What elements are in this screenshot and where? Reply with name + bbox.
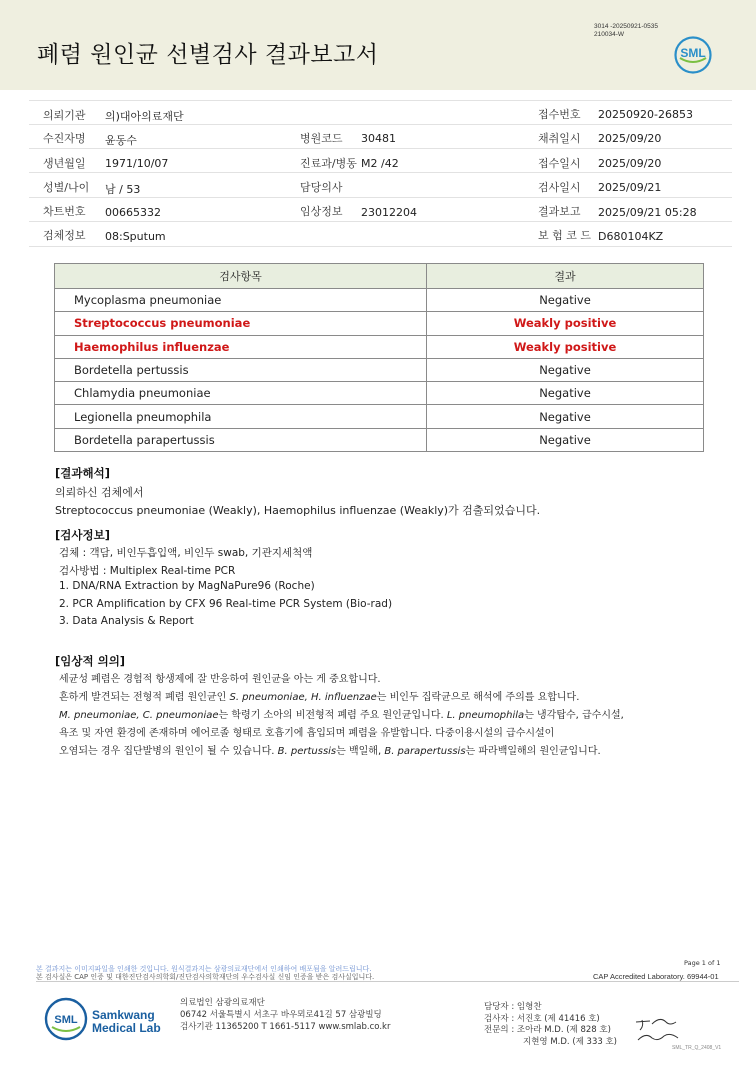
label-patient-name: 수진자명 — [43, 132, 86, 145]
svg-text:SML: SML — [54, 1014, 78, 1026]
table-row — [55, 289, 704, 312]
value-specimen: 08:Sputum — [105, 230, 166, 243]
value-sex-age: 남 / 53 — [105, 183, 141, 196]
interpretation-line1: 의뢰하신 검체에서 — [55, 486, 144, 499]
form-code: SML_TR_Q_2408_V1 — [672, 1045, 722, 1051]
label-report-date: 결과보고 — [538, 205, 581, 218]
sml-footer-logo-icon — [44, 997, 88, 1041]
label-insurance-code: 보 험 코 드 — [538, 229, 591, 242]
brand-name — [92, 1009, 161, 1035]
clinical-line2 — [59, 688, 579, 703]
test-result: Negative — [427, 289, 704, 312]
value-hospital-code: 30481 — [361, 132, 396, 145]
label-clinical-info: 임상정보 — [300, 205, 343, 218]
clinical-title: [임상적 의의] — [55, 654, 126, 668]
label-receipt-date: 접수일시 — [538, 157, 581, 170]
staff-signatures — [484, 1002, 617, 1048]
test-result: Negative — [427, 358, 704, 381]
clinical-line4: 욕조 및 자연 환경에 존재하며 에어로졸 형태로 호흡기에 흡입되며 폐렴을 유발합니다. 다중이용시설의 급수시설이 — [59, 728, 555, 739]
clinical-line2-species: S. pneumoniae, H. influenzae — [229, 692, 377, 703]
address-line2: 06742 서울특별시 서초구 바우뫼로41길 57 삼광빌딩 — [180, 1010, 382, 1020]
staff-line3: 전문의 : 조아라 M.D. (제 828 호) — [484, 1025, 611, 1035]
test-name: Bordetella parapertussis — [55, 428, 427, 451]
test-result: Negative — [427, 405, 704, 428]
test-name: Streptococcus pneumoniae — [55, 312, 427, 335]
label-birthdate: 생년월일 — [43, 157, 86, 170]
test-result: Negative — [427, 382, 704, 405]
test-info-line: 검사방법 : Multiplex Real-time PCR — [59, 565, 236, 577]
clinical-line5-species2: B. parapertussis — [384, 746, 466, 757]
staff-line2: 검사자 : 서진호 (제 41416 호) — [484, 1013, 600, 1024]
clinical-line3-text-b: 는 냉각탑수, 급수시설, — [524, 710, 624, 721]
signature-icon — [632, 1012, 682, 1046]
value-patient-name: 윤동수 — [105, 134, 137, 147]
clinical-line3-species2: L. pneumophila — [446, 710, 525, 721]
test-name: Mycoplasma pneumoniae — [55, 289, 427, 312]
test-name: Legionella pneumophila — [55, 405, 427, 428]
clinical-line3-text-a: 는 학령기 소아의 비전형적 폐렴 주요 원인균입니다. — [218, 710, 447, 721]
clinical-line5-text-a: 오염되는 경우 집단발병의 원인이 될 수 있습니다. — [59, 746, 278, 757]
footer-note-image: 본 결과지는 이미지파일을 인쇄한 것입니다. 원식결과지는 삼광의료재단에서 인쇄하여 배포됨을 알려드립니다. — [36, 965, 372, 973]
clinical-line3-species1: M. pneumoniae, C. pneumoniae — [59, 710, 219, 721]
interpretation-line2: Streptococcus pneumoniae (Weakly), Haemophilus influenzae (Weakly)가 검출되었습니다. — [55, 504, 541, 517]
test-result: Weakly positive — [427, 312, 704, 335]
divider — [29, 100, 732, 101]
divider — [29, 197, 732, 198]
table-row — [55, 428, 704, 451]
clinical-line3 — [59, 706, 624, 721]
table-row — [55, 358, 704, 381]
staff-line4: 지현영 M.D. (제 333 호) — [523, 1036, 618, 1047]
test-info-title: [검사정보] — [55, 528, 110, 542]
lab-address — [180, 997, 390, 1033]
label-hospital-code: 병원코드 — [300, 132, 343, 145]
header-result: 결과 — [427, 264, 704, 289]
table-row — [55, 335, 704, 358]
clinical-line2-text-a: 흔하게 발견되는 전형적 폐렴 원인균인 — [59, 692, 230, 703]
clinical-line5-text-c: 는 파라백일해의 원인균입니다. — [465, 746, 601, 757]
value-report-date: 2025/09/21 05:28 — [598, 206, 697, 219]
test-info-line: 1. DNA/RNA Extraction by MagNaPure96 (Roche) — [59, 580, 315, 592]
report-title: 폐렴 원인균 선별검사 결과보고서 — [37, 42, 379, 68]
test-info-line: 2. PCR Amplification by CFX 96 Real-time PCR System (Bio-rad) — [59, 598, 393, 610]
table-row — [55, 382, 704, 405]
label-specimen: 검체정보 — [43, 229, 86, 242]
report-code — [594, 23, 658, 39]
test-result: Negative — [427, 428, 704, 451]
label-collection-date: 채취일시 — [538, 132, 581, 145]
interpretation-title: [결과해석] — [55, 466, 110, 480]
footer-divider — [36, 981, 739, 982]
clinical-line5 — [59, 742, 601, 757]
value-receipt-no: 20250920-26853 — [598, 108, 693, 121]
footer-note-cap: 본 검사실은 CAP 인증 및 대한진단검사의학회/진단검사의학재단의 우수검사실 신임 인증을 받은 검사실입니다. — [36, 973, 375, 981]
table-row — [55, 405, 704, 428]
value-requester: 의)대아의료재단 — [105, 110, 184, 123]
brand-line2: Medical Lab — [92, 1021, 161, 1035]
divider — [29, 124, 732, 125]
label-doctor: 담당의사 — [300, 181, 343, 194]
value-test-date: 2025/09/21 — [598, 181, 662, 194]
sml-logo-text: SML — [680, 46, 706, 60]
divider — [29, 221, 732, 222]
divider — [29, 246, 732, 247]
clinical-line5-text-b: 는 백일해, — [336, 746, 385, 757]
clinical-line5-species1: B. pertussis — [277, 746, 337, 757]
results-table — [54, 263, 704, 452]
test-result: Weakly positive — [427, 335, 704, 358]
page-number: Page 1 of 1 — [684, 959, 721, 967]
address-line1: 의료법인 삼광의료재단 — [180, 998, 265, 1008]
value-receipt-date: 2025/09/20 — [598, 157, 662, 170]
brand-line1: Samkwang — [92, 1008, 155, 1022]
test-name: Bordetella pertussis — [55, 358, 427, 381]
test-name: Chlamydia pneumoniae — [55, 382, 427, 405]
label-chart-no: 차트번호 — [43, 205, 86, 218]
header-test-item: 검사항목 — [55, 264, 427, 289]
test-info-line: 검체 : 객담, 비인두흡입액, 비인두 swab, 기관지세척액 — [59, 547, 313, 559]
label-department: 진료과/병동 — [300, 157, 357, 170]
value-insurance-code: D680104KZ — [598, 230, 664, 243]
cap-accreditation: CAP Accredited Laboratory. 69944-01 — [593, 972, 719, 981]
table-row — [55, 312, 704, 335]
label-sex-age: 성별/나이 — [43, 181, 90, 194]
report-code-line1: 3014 -20250921-0535 — [594, 23, 658, 30]
address-line3: 검사기관 11365200 T 1661-5117 www.smlab.co.kr — [180, 1022, 391, 1032]
value-chart-no: 00665332 — [105, 206, 161, 219]
report-code-line2: 210034-W — [594, 31, 624, 38]
divider — [29, 148, 732, 149]
label-test-date: 검사일시 — [538, 181, 581, 194]
test-info-line: 3. Data Analysis & Report — [59, 615, 194, 627]
label-requester: 의뢰기관 — [43, 109, 86, 122]
value-clinical-info: 23012204 — [361, 206, 417, 219]
divider — [29, 172, 732, 173]
staff-line1: 담당자 : 임형찬 — [484, 1002, 542, 1012]
label-receipt-no: 접수번호 — [538, 108, 581, 121]
clinical-line1: 세균성 폐렴은 경험적 항생제에 잘 반응하여 원인균을 아는 게 중요합니다. — [59, 674, 381, 685]
value-birthdate: 1971/10/07 — [105, 157, 169, 170]
clinical-line2-text-b: 는 비인두 집락균으로 해석에 주의를 요합니다. — [376, 692, 580, 703]
test-name: Haemophilus influenzae — [55, 335, 427, 358]
value-collection-date: 2025/09/20 — [598, 132, 662, 145]
table-header-row — [55, 264, 704, 289]
value-department: M2 /42 — [361, 157, 399, 170]
